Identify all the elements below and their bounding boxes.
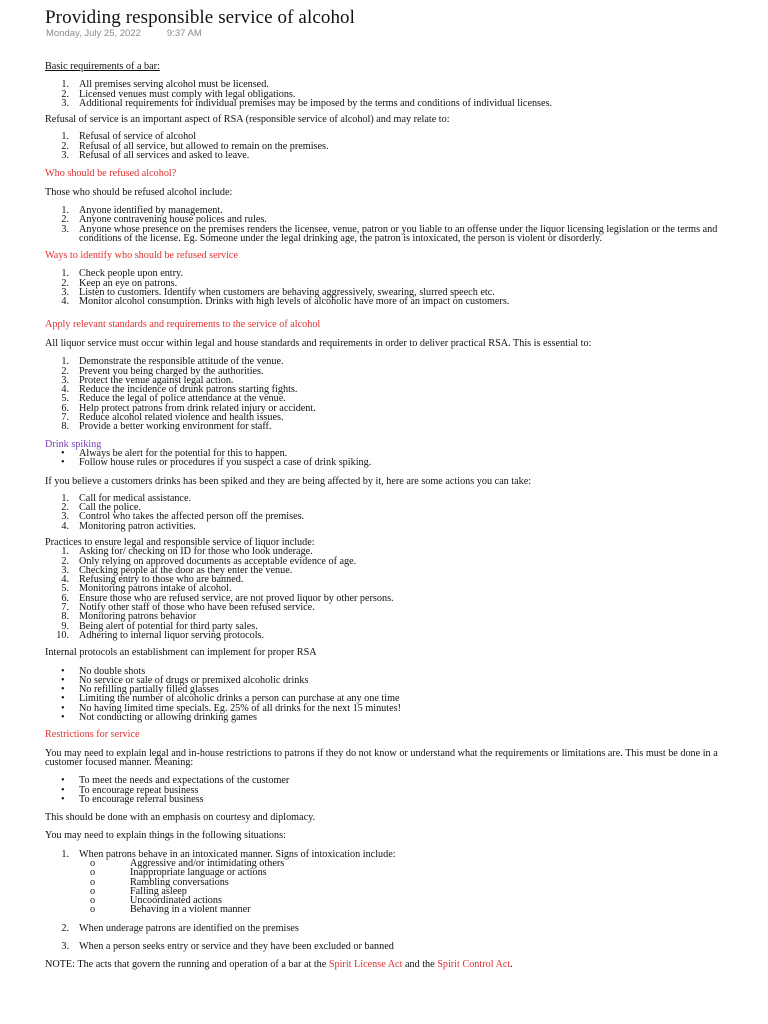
list-item-text: Licensed venues must comply with legal obligations. <box>79 88 296 100</box>
list-item-text: To encourage referral business <box>79 793 204 805</box>
who-intro: Those who should be refused alcohol include: <box>45 186 233 198</box>
list-item-text: To encourage repeat business <box>79 784 199 796</box>
list-item <box>45 494 745 503</box>
list-item <box>45 905 745 914</box>
situation-item: 3. When a person seeks entry or service and they have been excluded or banned <box>61 941 394 953</box>
internal-list <box>45 667 745 723</box>
bullet-icon: • <box>61 775 65 787</box>
circle-bullet-icon: o <box>90 895 96 907</box>
ways-list <box>45 269 745 306</box>
drink-spiking-heading: Drink spiking <box>45 438 102 450</box>
basic-requirements-list <box>45 80 745 108</box>
list-item-text: Notify other staff of those who have been refused service. <box>79 602 315 614</box>
list-item-text: All premises serving alcohol must be licensed. <box>79 79 269 91</box>
list-number: 3. <box>61 564 69 576</box>
list-item-text: Prevent you being charged by the authorities. <box>79 365 264 377</box>
list-number: 2. <box>61 502 69 514</box>
list-number: 2. <box>61 277 69 289</box>
situation-item: 1. When patrons behave in an intoxicated manner. Signs of intoxication include: <box>61 848 396 860</box>
list-number: 2. <box>61 88 69 100</box>
restrictions-intro: You may need to explain legal and in-house restrictions to patrons if they do not know or understand what the requirements or limitations are. This must be done in a customer focused manner. Meaning: <box>45 747 718 768</box>
list-number: 4. <box>61 296 69 308</box>
list-item-text: No service or sale of drugs or premixed alcoholic drinks <box>79 674 309 686</box>
list-item-text: Aggressive and/or intimidating others <box>130 858 285 869</box>
list-number: 6. <box>61 402 69 414</box>
intoxication-signs-list <box>45 859 745 915</box>
list-item <box>45 151 745 160</box>
list-number: 1. <box>61 79 69 91</box>
list-number: 7. <box>61 602 69 614</box>
page-date: Monday, July 25, 2022 <box>46 28 141 39</box>
list-number: 3. <box>61 287 69 299</box>
list-number: 4. <box>61 384 69 396</box>
list-item-text: Call the police. <box>79 502 141 514</box>
list-number: 9. <box>61 620 69 632</box>
list-item-text: Call for medical assistance. <box>79 492 192 504</box>
list-item-text: Behaving in a violent manner <box>130 904 251 916</box>
list-item-text: To meet the needs and expectations of the customer <box>79 775 290 787</box>
situations-list-3 <box>45 942 745 951</box>
spiking-actions-list <box>45 494 745 531</box>
list-item-text: Checking people at the door as they enter the venue. <box>79 564 293 576</box>
who-list <box>45 206 745 243</box>
list-item-text: Monitor alcohol consumption. Drinks with high levels of alcoholic have more of an impact on customers. <box>79 296 510 308</box>
list-number: 7. <box>61 412 69 424</box>
courtesy-note: This should be done with an emphasis on courtesy and diplomacy. <box>45 812 316 824</box>
practices-list <box>45 547 745 640</box>
drink-spiking-list <box>45 449 745 468</box>
list-item-text: Demonstrate the responsible attitude of the venue. <box>79 356 284 368</box>
list-number: 1. <box>61 492 69 504</box>
bullet-icon: • <box>61 784 65 796</box>
list-item-text: Follow house rules or procedures if you suspect a case of drink spiking. <box>79 457 372 469</box>
spirit-control-act-link: Spirit Control Act <box>437 959 511 971</box>
apply-intro: All liquor service must occur within legal and house standards and requirements in order to deliver practical RSA. This is essential to: <box>45 337 592 349</box>
list-number: 6. <box>61 592 69 604</box>
list-number: 3. <box>61 150 69 162</box>
list-item <box>45 297 745 306</box>
list-number: 4. <box>61 520 69 532</box>
list-item-text: No having limited time specials. Eg. 25% of all drinks for the next 15 minutes! <box>79 702 401 714</box>
list-item-text: Check people upon entry. <box>79 268 184 280</box>
list-item <box>45 458 745 467</box>
circle-bullet-icon: o <box>90 904 96 916</box>
spiking-actions-intro: If you believe a customers drinks has been spiked and they are being affected by it, here are some actions you can take: <box>45 475 532 487</box>
page-time: 9:37 AM <box>166 28 202 39</box>
list-number: 3. <box>61 223 69 235</box>
list-number: 8. <box>61 421 69 433</box>
list-item-text: Reduce alcohol related violence and health issues. <box>79 412 284 424</box>
explain-intro: You may need to explain things in the following situations: <box>45 830 286 842</box>
list-item <box>45 99 745 108</box>
page-content <box>45 62 745 970</box>
page-title: Providing responsible service of alcohol <box>45 7 356 28</box>
list-number: 1. <box>61 204 69 216</box>
list-number: 10. <box>56 629 69 641</box>
circle-bullet-icon: o <box>90 858 96 869</box>
list-item <box>45 522 745 531</box>
list-item-text: Refusing entry to those who are banned. <box>79 574 244 586</box>
list-number: 1. <box>61 546 69 558</box>
circle-bullet-icon: o <box>90 876 96 888</box>
list-item-text: Falling asleep <box>130 885 187 897</box>
list-item-text: Inappropriate language or actions <box>130 867 267 879</box>
list-item-text: Help protect patrons from drink related injury or accident. <box>79 402 316 414</box>
list-number: 2. <box>61 365 69 377</box>
list-item-text: Asking for/ checking on ID for those who look underage. <box>79 546 313 558</box>
bullet-icon: • <box>61 447 65 459</box>
list-item-text: Anyone contravening house polices and rules. <box>79 214 267 226</box>
spirit-license-act-link: Spirit License Act <box>328 959 403 971</box>
refusal-list <box>45 132 745 160</box>
apply-heading: Apply relevant standards and requirements to the service of alcohol <box>45 318 321 330</box>
internal-intro: Internal protocols an establishment can implement for proper RSA <box>45 647 317 659</box>
bullet-icon: • <box>61 457 65 469</box>
ways-heading: Ways to identify who should be refused service <box>45 250 238 262</box>
list-item <box>45 422 745 431</box>
practices-intro: Practices to ensure legal and responsible service of liquor include: <box>45 536 315 548</box>
list-item <box>45 713 745 722</box>
list-item-text: Anyone identified by management. <box>79 204 223 216</box>
list-number: 2. <box>61 555 69 567</box>
circle-bullet-icon: o <box>90 885 96 897</box>
restrictions-heading: Restrictions for service <box>45 729 140 741</box>
list-item-text: Uncoordinated actions <box>130 895 222 907</box>
list-item-text: Provide a better working environment for staff. <box>79 421 272 433</box>
bullet-icon: • <box>61 665 65 677</box>
who-heading: Who should be refused alcohol? <box>45 168 177 180</box>
list-item-text: Listen to customers. Identify when customers are behaving aggressively, swearing, slurred speech etc. <box>79 287 495 299</box>
bullet-icon: • <box>61 793 65 805</box>
bullet-icon: • <box>61 702 65 714</box>
list-item-text: Control who takes the affected person off the premises. <box>79 511 305 523</box>
list-number: 3. <box>61 97 69 109</box>
list-item <box>45 631 745 640</box>
list-item <box>45 795 745 804</box>
list-item-text: Being alert of potential for third party sales. <box>79 620 258 632</box>
situations-list-2 <box>45 924 745 933</box>
situation-item: 2. When underage patrons are identified on the premises <box>61 922 299 934</box>
list-number: 5. <box>61 393 69 405</box>
list-item-text: Always be alert for the potential for this to happen. <box>79 447 288 459</box>
bullet-icon: • <box>61 693 65 705</box>
list-item-text: Rambling conversations <box>130 876 229 888</box>
list-item-text: No refilling partially filled glasses <box>79 684 219 696</box>
list-item-text: Monitoring patron activities. <box>79 520 196 532</box>
list-number: 2. <box>61 140 69 152</box>
apply-list <box>45 357 745 431</box>
list-item-text: Not conducting or allowing drinking games <box>79 712 257 724</box>
list-number: 1. <box>61 356 69 368</box>
list-item-text: Refusal of service of alcohol <box>79 131 197 143</box>
list-item-text: Anyone whose presence on the premises renders the licensee, venue, patron or you liable to an offense under the liquor licensing legislation or the terms and conditions of the license. Eg. Someone under the legal drinking age, the patron is intoxicated, the person is violent or disorderly. <box>79 223 718 244</box>
list-item-text: Ensure those who are refused service, are not proved liquor by other persons. <box>79 592 394 604</box>
list-item-text: Refusal of all services and asked to leave. <box>79 150 250 162</box>
list-number: 2. <box>61 214 69 226</box>
basic-requirements-heading: Basic requirements of a bar: <box>45 61 160 72</box>
list-number: 8. <box>61 611 69 623</box>
refusal-intro: Refusal of service is an important aspect of RSA (responsible service of alcohol) and may relate to: <box>45 114 450 126</box>
list-item-text: No double shots <box>79 665 146 677</box>
list-number: 1. <box>61 268 69 280</box>
list-item-text: Monitoring patrons intake of alcohol. <box>79 583 232 595</box>
list-item-text: Additional requirements for individual premises may be imposed by the terms and conditions of individual licenses. <box>79 97 553 109</box>
list-item-text: Protect the venue against legal action. <box>79 374 234 386</box>
legislation-note: NOTE: The acts that govern the running and operation of a bar at the Spirit License Act and the Spirit Control Act. <box>45 959 513 971</box>
list-number: 4. <box>61 574 69 586</box>
list-item <box>45 225 745 244</box>
list-item-text: Reduce the legal of police attendance at the venue. <box>79 393 286 405</box>
list-number: 3. <box>61 374 69 386</box>
bullet-icon: • <box>61 712 65 724</box>
bullet-icon: • <box>61 684 65 696</box>
list-number: 3. <box>61 511 69 523</box>
list-number: 1. <box>61 131 69 143</box>
list-item-text: Limiting the number of alcoholic drinks a person can purchase at any one time <box>79 693 400 705</box>
restrictions-list <box>45 776 745 804</box>
list-item-text: Monitoring patrons behavior <box>79 611 197 623</box>
list-item-text: Adhering to internal liquor serving protocols. <box>79 629 265 641</box>
list-item-text: Reduce the incidence of drunk patrons starting fights. <box>79 384 298 396</box>
list-item-text: Keep an eye on patrons. <box>79 277 178 289</box>
page-meta <box>46 28 202 39</box>
list-item-text: Only relying on approved documents as acceptable evidence of age. <box>79 555 357 567</box>
list-number: 5. <box>61 583 69 595</box>
bullet-icon: • <box>61 674 65 686</box>
list-item-text: Refusal of all service, but allowed to remain on the premises. <box>79 140 329 152</box>
circle-bullet-icon: o <box>90 867 96 879</box>
